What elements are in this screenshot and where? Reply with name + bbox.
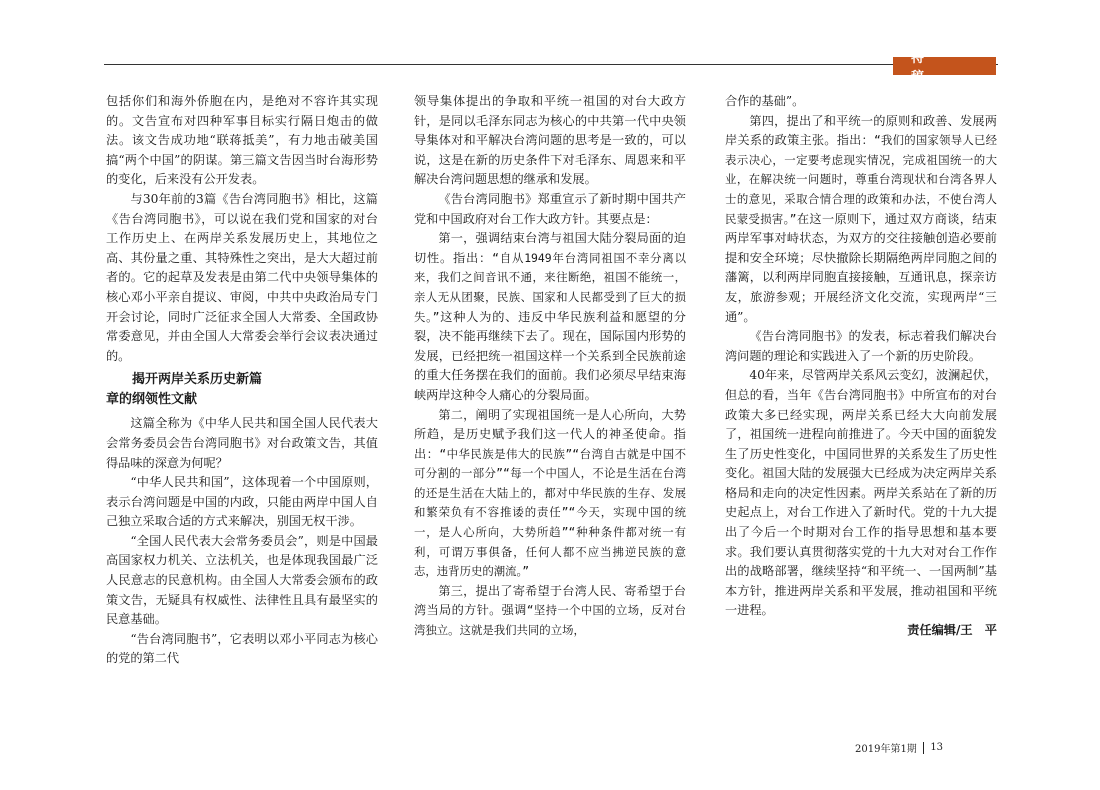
paragraph: 《告台湾同胞书》郑重宣示了新时期中国共产党和中国政府对台工作大政方针。其要点是： (414, 191, 686, 226)
paragraph: 合作的基础”。 (725, 94, 805, 108)
article-column-3 (725, 92, 997, 641)
paragraph-text: 第一，强调结束台湾与祖国大陆分裂局面的迫切性。指出： (414, 231, 686, 265)
paragraph: 包括你们和海外侨胞在内，是绝对不容许其实现的。文告宣布对四种军事目标实行隔日炮击的做法。该文告成功地“联蒋抵美”，有力地击破美国搞“两个中国”的阴谋。第三篇文告因当时台海形势的变化，后来没有公开发表。 (106, 94, 378, 187)
section-heading (106, 370, 378, 410)
quotation: “坚持一个中国的立场，反对台湾独立。这就是我们共同的立场， (414, 603, 687, 638)
article-column-1 (106, 92, 378, 669)
quotation: “我们的国家领导人已经表示决心，一定要考虑现实情况，完成祖国统一的大业，在解决统一问题时，尊重台湾现状和台湾各界人士的意见，采取合情合理的政策和办法，不使台湾人民蒙受损害。” (725, 133, 997, 226)
paragraph-text: 第四，提出了和平统一的原则和政善、发展两岸关系的政策主张。指出： (725, 113, 997, 148)
quotation: “中华民族是伟大的民族”“台湾自古就是中国不可分割的一部分”“每一个中国人，不论是生活在台湾的还是生活在大陆上的，都对中华民族的生存、发展和繁荣负有不容推诿的责任”“今天，实现中国的统一，是人心所向，大势所趋”“种种条件都对统一有利，可谓万事俱备，任何人都不应当拂逆民族的意志，违背历史的潮流。” (414, 446, 686, 579)
paragraph: “中华人民共和国”，这体现着一个中国原则，表示台湾问题是中国的内政，只能由两岸中国人自己独立采取合适的方式来解决，别国无权干涉。 (106, 475, 378, 529)
paragraph-text: 在这一原则下，通过双方商谈，结束两岸军事对峙状态，为双方的交往接触创造必要前提和安全环境；尽快撤除长期隔绝两岸同胞之间的藩篱，以利两岸同胞直接接触，互通讯息，探亲访友，旅游参观；开展经济文化交流，实现两岸“三通”。 (725, 211, 997, 324)
issue-label: 2019年第1期 (855, 744, 917, 755)
paragraph (725, 112, 997, 328)
paragraph-text: 第二，阐明了实现祖国统一是人心所向，大势所趋，是历史赋予我们这一代人的神圣使命。指出： (414, 407, 686, 461)
paragraph: 领导集体提出的争取和平统一祖国的对台大政方针，是同以毛泽东同志为核心的中共第一代中央领导集体对和平解决台湾问题的思考是一致的，可以说，这是在新的历史条件下对毛泽东、周恩来和平解决台湾问题思想的继承和发展。 (414, 94, 686, 187)
paragraph: 《告台湾同胞书》的发表，标志着我们解决台湾问题的理论和实践进入了一个新的历史阶段。 (725, 329, 997, 363)
paragraph: 40年来，尽管两岸关系风云变幻，波澜起伏，但总的看，当年《告台湾同胞书》中所宣布的对台政策大多已经实现，两岸关系已经大大向前发展了，祖国统一进程向前推进了。今天中国的面貌发生了历史性变化，中国同世界的关系发生了历史性变化。祖国大陆的发展强大已经成为决定两岸关系格局和走向的决定性因素。两岸关系站在了新的历史起点上，对台工作进入了新时代。党的十九大提出了今后一个时期对台工作的指导思想和基本要求。我们要认真贯彻落实党的十九大对对台工作作出的战略部署，继续坚持“和平统一、一国两制”基本方针，推进两岸关系和平发展，推动祖国和平统一进程。 (725, 368, 997, 618)
section-label: 特 稿 (893, 57, 996, 75)
paragraph (414, 582, 686, 641)
paragraph-text: 第三，提出了寄希望于台湾人民、寄希望于台湾当局的方针。强调 (414, 583, 686, 618)
paragraph (414, 229, 686, 405)
paragraph: “告台湾同胞书”，它表明以邓小平同志为核心的党的第二代 (106, 631, 378, 666)
paragraph: 与30年前的3篇《告台湾同胞书》相比，这篇《告台湾同胞书》，可以说在我们党和国家的对台工作历史上、在两岸关系发展历史上，其地位之高、其份量之重、其特殊性之突出，是大大超过前者的。它的起草及发表是由第二代中央领导集体的核心邓小平亲自提议、审阅，中共中央政治局专门开会讨论，同时广泛征求全国人大常委、全国政协常委意见，并由全国人大常委会举行会议表决通过的。 (106, 191, 378, 363)
section-heading-line: 章的纲领性文献 (106, 392, 198, 408)
article-column-2 (414, 92, 686, 641)
section-heading-line: 揭开两岸关系历史新篇 (132, 372, 263, 388)
page-number: 13 (930, 742, 944, 753)
paragraph: 这篇全称为《中华人民共和国全国人民代表大会常务委员会告台湾同胞书》对台政策文告，其值得品味的深意为何呢？ (106, 416, 378, 470)
paragraph-text: 这种人为的、违反中华民族利益和愿望的分裂，决不能再继续下去了。现在，国际国内形势的发展，已经把统一祖国这样一个关系到全民族前途的重大任务摆在我们的面前。我们必须尽早结束海峡两岸这种令人痛心的分裂局面。 (414, 309, 686, 402)
footer-divider (923, 742, 925, 754)
paragraph (414, 406, 686, 582)
editor-credit: 责任编辑/王 平 (907, 623, 997, 638)
header-rule (104, 64, 998, 65)
quotation: “自从1949年台湾同祖国不幸分离以来，我们之间音讯不通，来往断绝，祖国不能统一，亲人无从团聚，民族、国家和人民都受到了巨大的损失。” (414, 250, 686, 324)
paragraph: “全国人民代表大会常务委员会”，则是中国最高国家权力机关、立法机关，也是体现我国最广泛人民意志的民意机构。由全国人大常委会颁布的政策文告，无疑具有权威性、法律性且具有最坚实的民意基础。 (106, 533, 378, 627)
page-footer (855, 740, 943, 755)
